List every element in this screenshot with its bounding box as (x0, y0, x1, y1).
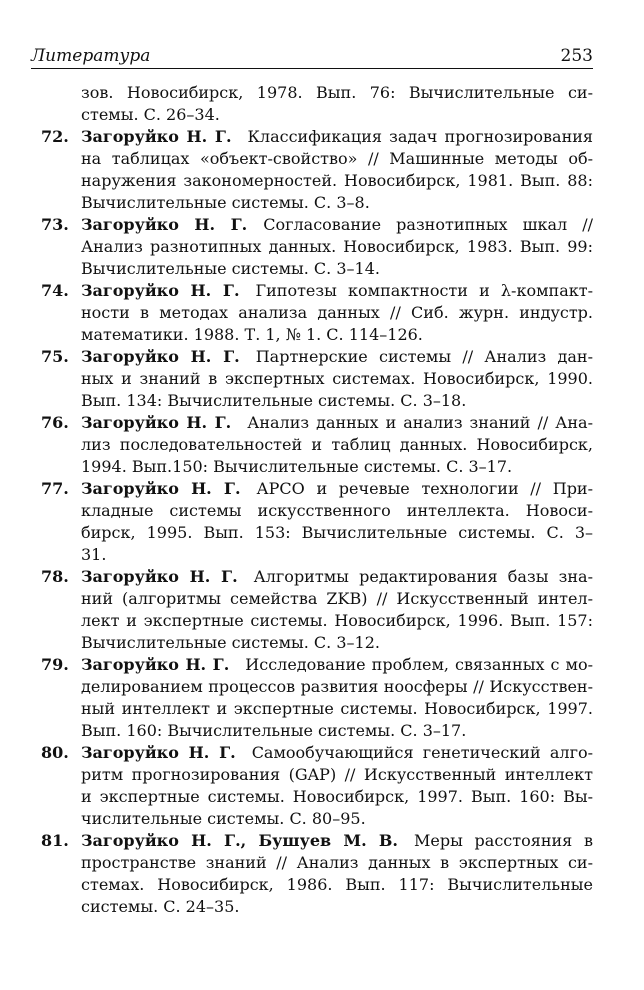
text-line (81, 654, 593, 676)
text-line: стемах. Новосибирск, 1986. Вып. 117: Вычислительные (81, 875, 593, 894)
text-line: лект и экспертные системы. Новосибирск, 1996. Вып. 157: (81, 611, 593, 630)
text-line: ности в методах анализа данных // Сиб. журн. индустр. (81, 303, 593, 322)
reference-title-start: Меры расстояния в (413, 831, 594, 850)
reference-number: 72. (41, 127, 69, 146)
text-line: ный интеллект и экспертные системы. Новосибирск, 1997. (81, 699, 593, 718)
text-line (81, 742, 593, 764)
reference-title-start: Анализ данных и анализ знаний // Ана- (247, 413, 593, 432)
reference-item (31, 280, 593, 346)
reference-title-start: Гипотезы компактности и λ-компакт- (255, 281, 593, 300)
reference-item (31, 412, 593, 478)
reference-title-start: Классификация задач прогнозирования (247, 127, 593, 146)
reference-item (31, 214, 593, 280)
text-line (81, 280, 593, 302)
text-line: Вычислительные системы. С. 3–12. (81, 633, 380, 652)
text-line: и экспертные системы. Новосибирск, 1997. Вып. 160: Вы- (81, 787, 593, 806)
text-line (81, 830, 593, 852)
reference-continuation (31, 82, 593, 126)
reference-number: 73. (41, 215, 69, 234)
page-number: 253 (560, 46, 593, 66)
text-line: наружения закономерностей. Новосибирск, 1981. Вып. 88: (81, 171, 593, 190)
reference-authors: Загоруйко Н. Г. (81, 655, 230, 674)
reference-item (31, 126, 593, 214)
reference-item (31, 346, 593, 412)
text-line: Вычислительные системы. С. 3–8. (81, 193, 370, 212)
text-line: зов. Новосибирск, 1978. Вып. 76: Вычислительные си- (81, 83, 593, 102)
text-line: Вычислительные системы. С. 3–14. (81, 259, 380, 278)
reference-authors: Загоруйко Н. Г. (81, 281, 240, 300)
reference-authors: Загоруйко Н. Г. (81, 479, 241, 498)
reference-authors: Загоруйко Н. Г. (81, 743, 236, 762)
text-line: на таблицах «объект-свойство» // Машинные методы об- (81, 149, 593, 168)
reference-item (31, 830, 593, 918)
text-line: математики. 1988. Т. 1, № 1. С. 114–126. (81, 325, 423, 344)
text-line: числительные системы. С. 80–95. (81, 809, 366, 828)
text-line: Вып. 134: Вычислительные системы. С. 3–18. (81, 391, 467, 410)
text-line: ритм прогнозирования (GAP) // Искусственный интеллект (81, 765, 593, 784)
text-line: делированием процессов развития ноосферы // Искусствен- (81, 677, 593, 696)
reference-title-start: Согласование разнотипных шкал // (263, 215, 594, 234)
reference-number: 79. (41, 655, 69, 674)
reference-authors: Загоруйко Н. Г. (81, 347, 240, 366)
reference-authors: Загоруйко Н. Г. (81, 567, 238, 586)
reference-number: 78. (41, 567, 69, 586)
reference-authors: Загоруйко Н. Г., Бушуев М. В. (81, 831, 398, 850)
reference-authors: Загоруйко Н. Г. (81, 215, 248, 234)
text-line: ний (алгоритмы семейства ZKB) // Искусственный интел- (81, 589, 593, 608)
text-line: 31. (81, 545, 107, 564)
text-line: стемы. С. 26–34. (81, 105, 220, 124)
text-line (81, 412, 593, 434)
reference-item (31, 566, 593, 654)
text-line: кладные системы искусственного интеллекта. Новоси- (81, 501, 593, 520)
text-line: лиз последовательностей и таблиц данных. Новосибирск, (81, 435, 593, 454)
text-line (81, 214, 593, 236)
text-line (81, 346, 593, 368)
reference-item (31, 478, 593, 566)
text-line: 1994. Вып.150: Вычислительные системы. С. 3–17. (81, 457, 513, 476)
reference-item (31, 742, 593, 830)
reference-number: 74. (41, 281, 69, 300)
reference-title-start: АРСО и речевые технологии // При- (256, 479, 594, 498)
reference-number: 76. (41, 413, 69, 432)
reference-number: 75. (41, 347, 69, 366)
reference-title-start: Исследование проблем, связанных с мо- (245, 655, 593, 674)
reference-title-start: Алгоритмы редактирования базы зна- (253, 567, 593, 586)
reference-item (31, 654, 593, 742)
reference-number: 80. (41, 743, 69, 762)
reference-number: 77. (41, 479, 69, 498)
page-header (31, 46, 593, 69)
text-line: Вып. 160: Вычислительные системы. С. 3–17. (81, 721, 467, 740)
running-title: Литература (31, 46, 151, 66)
text-line: системы. С. 24–35. (81, 897, 240, 916)
text-line (81, 126, 593, 148)
text-line: бирск, 1995. Вып. 153: Вычислительные системы. С. 3– (81, 523, 593, 542)
reference-title-start: Партнерские системы // Анализ дан- (255, 347, 593, 366)
text-line: Анализ разнотипных данных. Новосибирск, 1983. Вып. 99: (81, 237, 593, 256)
text-line (81, 478, 593, 500)
text-line: пространстве знаний // Анализ данных в экспертных си- (81, 853, 593, 872)
reference-authors: Загоруйко Н. Г. (81, 127, 232, 146)
text-line: ных и знаний в экспертных системах. Новосибирск, 1990. (81, 369, 593, 388)
reference-number: 81. (41, 831, 69, 850)
reference-title-start: Самообучающийся генетический алго- (251, 743, 593, 762)
text-line (81, 566, 593, 588)
reference-list (31, 82, 593, 918)
reference-authors: Загоруйко Н. Г. (81, 413, 232, 432)
